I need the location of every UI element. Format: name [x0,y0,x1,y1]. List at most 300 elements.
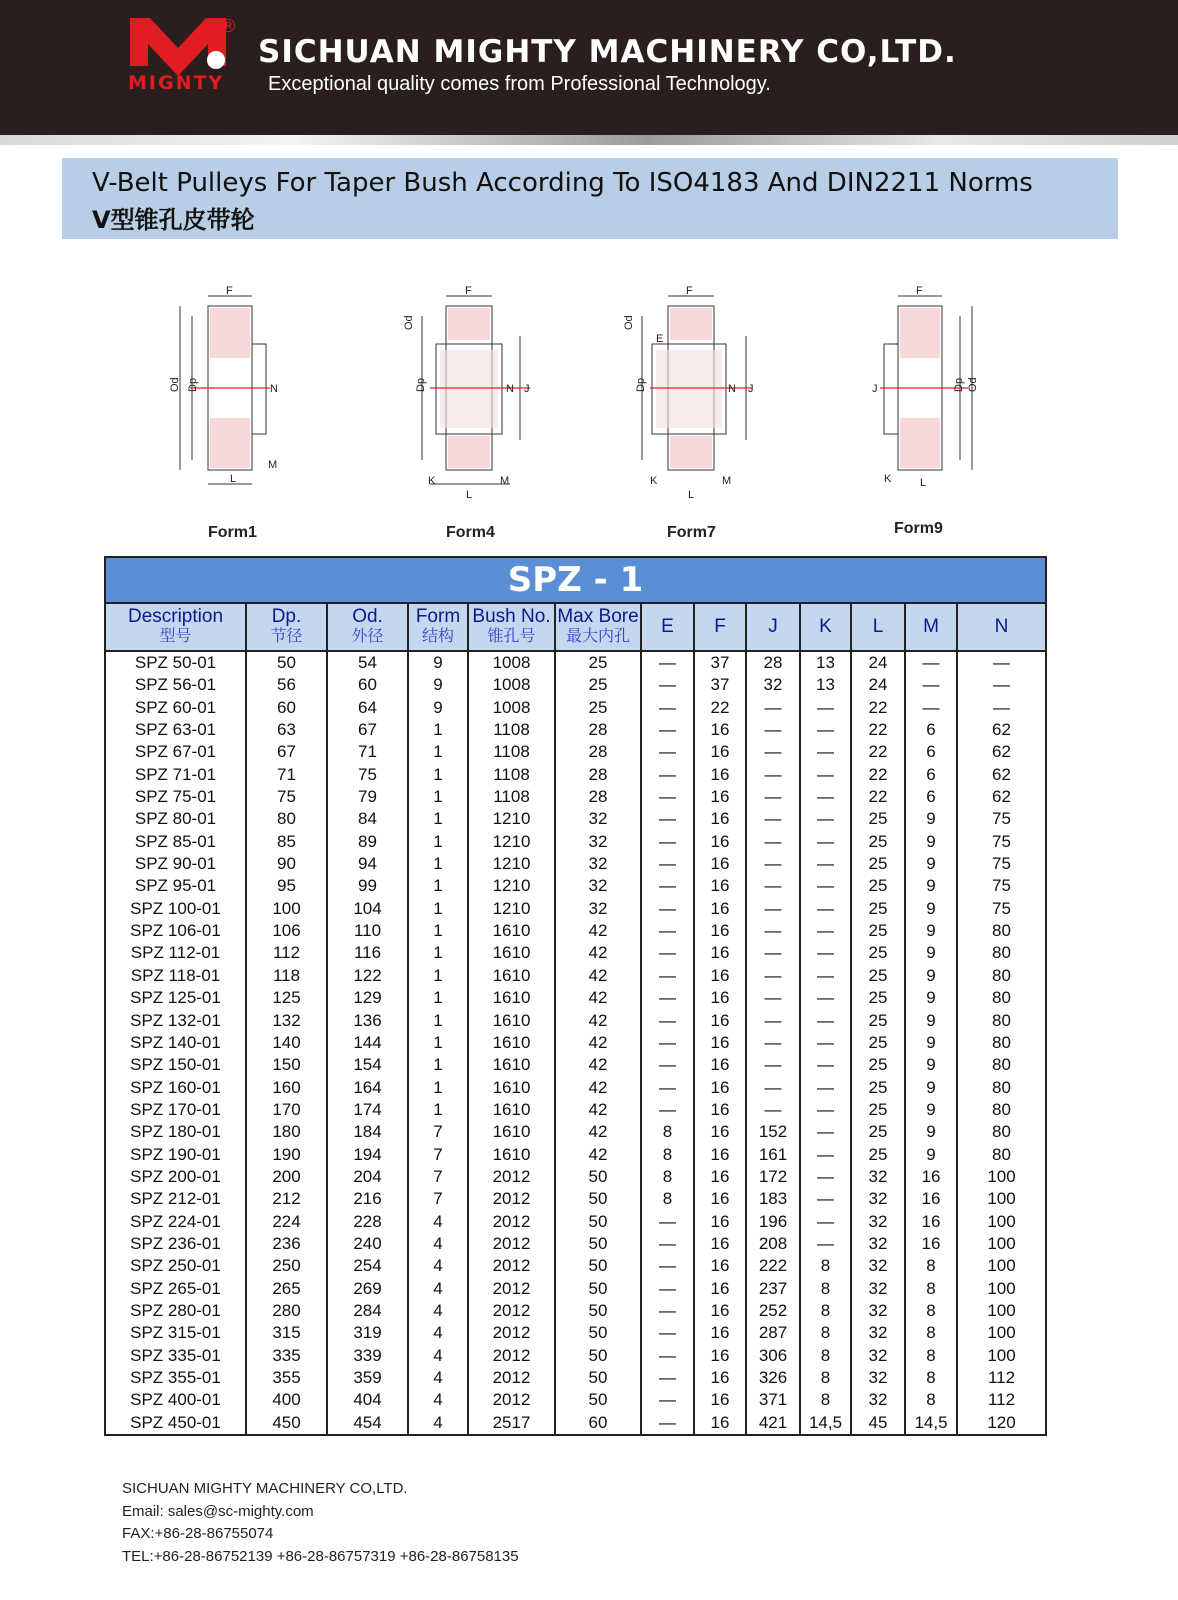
svg-text:N: N [506,383,514,395]
table-row [105,920,1046,942]
table-cell: 254 [327,1255,408,1277]
table-row [105,1211,1046,1233]
table-cell: — [746,741,800,763]
table-cell: SPZ 150-01 [105,1054,246,1076]
table-cell: — [641,1010,694,1032]
table-cell: 1610 [468,965,555,987]
table-cell: 400 [246,1389,327,1411]
table-cell: SPZ 60-01 [105,697,246,719]
table-cell: 9 [905,853,957,875]
table-cell: SPZ 170-01 [105,1099,246,1121]
table-cell: — [641,1345,694,1367]
table-cell: — [746,808,800,830]
table-cell: 50 [246,651,327,674]
table-cell: 1610 [468,1054,555,1076]
table-cell: 16 [694,831,746,853]
table-cell: SPZ 335-01 [105,1345,246,1367]
table-cell: 16 [694,1166,746,1188]
table-cell: — [800,965,851,987]
table-cell: 28 [746,651,800,674]
table-cell: 32 [851,1300,905,1322]
table-cell: 319 [327,1322,408,1344]
table-cell: — [746,1010,800,1032]
table-cell: 25 [851,875,905,897]
table-cell: 32 [851,1278,905,1300]
table-cell: 1 [408,987,468,1009]
table-cell: 190 [246,1144,327,1166]
table-cell: — [800,1054,851,1076]
table-cell: — [800,920,851,942]
column-header [105,603,246,651]
table-cell: 42 [555,1077,641,1099]
table-cell: 25 [555,651,641,674]
table-cell: 80 [957,1121,1046,1143]
table-cell: — [800,853,851,875]
table-cell: 84 [327,808,408,830]
table-cell: 1 [408,1010,468,1032]
table-cell: 112 [957,1389,1046,1411]
header-divider [0,135,1178,145]
table-cell: 8 [905,1300,957,1322]
table-cell: 14,5 [905,1412,957,1435]
table-row [105,1255,1046,1277]
table-cell: 45 [851,1412,905,1435]
svg-text:F: F [916,285,923,297]
table-cell: 42 [555,1032,641,1054]
table-row [105,1300,1046,1322]
table-cell: 120 [957,1412,1046,1435]
table-cell: 454 [327,1412,408,1435]
table-cell: — [800,1188,851,1210]
table-cell: — [905,651,957,674]
svg-text:Od: Od [403,315,415,330]
table-cell: — [746,1077,800,1099]
table-cell: 180 [246,1121,327,1143]
table-cell: — [800,1099,851,1121]
table-cell: — [800,1166,851,1188]
table-cell: 32 [851,1255,905,1277]
table-cell: 359 [327,1367,408,1389]
table-cell: — [641,942,694,964]
table-cell: — [641,853,694,875]
svg-text:M: M [268,459,278,471]
column-header: L [851,603,905,651]
table-row [105,786,1046,808]
column-header-label-chinese: 节径 [270,628,303,645]
spec-table [104,556,1047,1436]
table-row [105,1188,1046,1210]
table-cell: 16 [694,741,746,763]
table-cell: 2012 [468,1278,555,1300]
table-cell: — [641,1054,694,1076]
page-title-chinese: V型锥孔皮带轮 [92,206,255,234]
table-cell: — [800,786,851,808]
table-cell: — [800,1233,851,1255]
table-cell: 1 [408,719,468,741]
table-cell: 75 [327,764,408,786]
table-cell: SPZ 132-01 [105,1010,246,1032]
column-header-label: Description [127,606,224,627]
table-row [105,1322,1046,1344]
table-cell: 100 [957,1166,1046,1188]
table-cell: 25 [851,1010,905,1032]
table-cell: 25 [851,808,905,830]
table-cell: 116 [327,942,408,964]
table-cell: 208 [746,1233,800,1255]
table-cell: 1610 [468,1099,555,1121]
table-cell: 22 [851,719,905,741]
table-cell: 42 [555,965,641,987]
table-cell: 224 [246,1211,327,1233]
table-cell: 4 [408,1412,468,1435]
table-cell: — [800,741,851,763]
table-cell: 25 [851,920,905,942]
table-cell: 25 [851,1077,905,1099]
table-row [105,1367,1046,1389]
table-cell: 306 [746,1345,800,1367]
table-cell: 16 [694,1300,746,1322]
table-cell: SPZ 250-01 [105,1255,246,1277]
table-cell: 32 [555,831,641,853]
table-cell: SPZ 75-01 [105,786,246,808]
svg-text:L: L [466,489,473,501]
table-row [105,1166,1046,1188]
table-cell: 1108 [468,764,555,786]
form9-diagram [860,285,990,489]
table-cell: 16 [905,1233,957,1255]
table-cell: 28 [555,764,641,786]
table-cell: SPZ 200-01 [105,1166,246,1188]
footer-contact [122,1478,519,1568]
table-cell: — [641,1412,694,1435]
column-header-label-chinese: 外径 [351,628,384,645]
table-cell: 42 [555,987,641,1009]
table-row [105,831,1046,853]
table-cell: — [641,1322,694,1344]
table-cell: — [641,1367,694,1389]
table-cell: — [746,1099,800,1121]
table-cell: 25 [851,898,905,920]
column-header-label-chinese: 最大内孔 [565,628,630,645]
table-cell: — [800,898,851,920]
table-cell: 25 [851,1144,905,1166]
table-row [105,1099,1046,1121]
table-cell: SPZ 80-01 [105,808,246,830]
table-cell: 75 [957,831,1046,853]
table-cell: 13 [800,674,851,696]
table-cell: 8 [800,1389,851,1411]
table-cell: 9 [905,808,957,830]
table-cell: 50 [555,1345,641,1367]
table-cell: 100 [957,1255,1046,1277]
table-row [105,741,1046,763]
svg-text:Od: Od [623,315,635,330]
table-cell: 50 [555,1278,641,1300]
table-cell: 9 [905,965,957,987]
svg-text:Dp: Dp [415,377,427,392]
table-cell: 24 [851,651,905,674]
table-cell: 421 [746,1412,800,1435]
table-cell: — [800,719,851,741]
table-cell: 16 [694,1233,746,1255]
table-cell: — [746,764,800,786]
table-cell: 9 [905,1032,957,1054]
table-cell: SPZ 95-01 [105,875,246,897]
table-cell: 80 [957,942,1046,964]
table-cell: 37 [694,674,746,696]
table-cell: 42 [555,1144,641,1166]
table-cell: 125 [246,987,327,1009]
table-cell: SPZ 190-01 [105,1144,246,1166]
table-row [105,1345,1046,1367]
table-cell: 16 [694,1121,746,1143]
column-header [555,603,641,651]
table-cell: 1 [408,764,468,786]
column-header [246,603,327,651]
table-cell: 100 [957,1233,1046,1255]
table-cell: — [641,697,694,719]
table-cell: — [957,651,1046,674]
table-cell: 71 [327,741,408,763]
table-cell: 6 [905,741,957,763]
table-cell: 228 [327,1211,408,1233]
table-cell: SPZ 180-01 [105,1121,246,1143]
table-cell: — [641,651,694,674]
table-cell: 9 [905,831,957,853]
table-cell: — [957,674,1046,696]
table-cell: 1610 [468,1121,555,1143]
table-cell: 371 [746,1389,800,1411]
table-cell: 100 [957,1278,1046,1300]
table-cell: 1210 [468,875,555,897]
table-cell: 132 [246,1010,327,1032]
company-tagline: Exceptional quality comes from Professional Technology. [268,73,771,95]
table-cell: 100 [246,898,327,920]
table-cell: — [641,786,694,808]
table-cell: — [746,1054,800,1076]
svg-text:N: N [270,383,278,395]
table-cell: 32 [851,1188,905,1210]
table-cell: 4 [408,1389,468,1411]
table-cell: 9 [905,1099,957,1121]
table-cell: 7 [408,1188,468,1210]
table-cell: SPZ 67-01 [105,741,246,763]
table-cell: 265 [246,1278,327,1300]
table-cell: 32 [851,1345,905,1367]
table-row [105,853,1046,875]
table-cell: 4 [408,1345,468,1367]
table-row [105,965,1046,987]
table-cell: 2012 [468,1166,555,1188]
table-cell: 8 [641,1188,694,1210]
table-cell: — [746,831,800,853]
table-cell: 75 [246,786,327,808]
svg-text:M: M [722,475,732,487]
table-cell: — [800,764,851,786]
table-cell: 9 [905,1077,957,1099]
table-cell: 7 [408,1121,468,1143]
table-cell: 16 [694,853,746,875]
table-cell: SPZ 71-01 [105,764,246,786]
table-cell: 100 [957,1211,1046,1233]
table-cell: 32 [851,1367,905,1389]
table-cell: 222 [746,1255,800,1277]
table-cell: — [746,786,800,808]
table-cell: 2012 [468,1211,555,1233]
table-cell: — [905,674,957,696]
footer-company: SICHUAN MIGHTY MACHINERY CO,LTD. [122,1480,408,1497]
table-cell: 1 [408,853,468,875]
table-cell: 1210 [468,898,555,920]
table-cell: 16 [694,1367,746,1389]
table-cell: 25 [851,1032,905,1054]
table-cell: — [746,1032,800,1054]
table-cell: 22 [851,697,905,719]
table-row [105,1144,1046,1166]
table-cell: 152 [746,1121,800,1143]
table-cell: 8 [800,1345,851,1367]
table-cell: 144 [327,1032,408,1054]
table-row [105,764,1046,786]
table-cell: 1108 [468,719,555,741]
table-cell: 4 [408,1233,468,1255]
table-cell: 25 [851,987,905,1009]
svg-text:L: L [920,477,927,489]
table-cell: — [641,1077,694,1099]
table-cell: 25 [851,831,905,853]
table-cell: — [800,1144,851,1166]
table-cell: 2012 [468,1367,555,1389]
table-cell: 1108 [468,741,555,763]
svg-text:F: F [686,285,693,297]
table-cell: — [800,942,851,964]
table-cell: SPZ 140-01 [105,1032,246,1054]
table-cell: — [641,875,694,897]
table-cell: 8 [641,1166,694,1188]
table-cell: 9 [905,920,957,942]
table-cell: 62 [957,786,1046,808]
table-cell: 16 [694,1412,746,1435]
table-cell: 42 [555,942,641,964]
table-cell: 16 [694,987,746,1009]
table-cell: 106 [246,920,327,942]
table-cell: 1008 [468,697,555,719]
table-cell: — [641,1278,694,1300]
table-cell: — [641,1300,694,1322]
table-cell: 50 [555,1233,641,1255]
table-cell: 2517 [468,1412,555,1435]
table-cell: 79 [327,786,408,808]
table-cell: SPZ 212-01 [105,1188,246,1210]
table-cell: 112 [957,1367,1046,1389]
table-cell: 200 [246,1166,327,1188]
table-cell: — [957,697,1046,719]
table-row [105,942,1046,964]
table-cell: SPZ 265-01 [105,1278,246,1300]
column-header: J [746,603,800,651]
table-cell: 25 [555,674,641,696]
table-cell: 16 [694,875,746,897]
table-cell: — [641,764,694,786]
table-cell: 104 [327,898,408,920]
table-cell: 2012 [468,1389,555,1411]
table-cell: 16 [905,1188,957,1210]
table-cell: — [800,1211,851,1233]
table-cell: SPZ 118-01 [105,965,246,987]
table-cell: 42 [555,1054,641,1076]
table-row [105,1278,1046,1300]
table-cell: 60 [555,1412,641,1435]
table-cell: 212 [246,1188,327,1210]
table-cell: — [746,920,800,942]
table-cell: 237 [746,1278,800,1300]
table-cell: SPZ 112-01 [105,942,246,964]
table-cell: — [746,719,800,741]
table-cell: 14,5 [800,1412,851,1435]
table-row [105,674,1046,696]
table-cell: 25 [851,1121,905,1143]
table-cell: 25 [851,853,905,875]
footer-email: Email: sales@sc-mighty.com [122,1502,314,1520]
table-cell: SPZ 90-01 [105,853,246,875]
table-cell: SPZ 400-01 [105,1389,246,1411]
table-cell: 80 [957,1032,1046,1054]
table-cell: — [800,875,851,897]
table-cell: 24 [851,674,905,696]
table-cell: 1 [408,1099,468,1121]
table-cell: 100 [957,1345,1046,1367]
table-cell: 16 [694,1188,746,1210]
table-row [105,1233,1046,1255]
table-cell: 94 [327,853,408,875]
table-cell: SPZ 63-01 [105,719,246,741]
table-cell: — [746,942,800,964]
table-row [105,1054,1046,1076]
table-cell: 22 [851,764,905,786]
table-cell: 100 [957,1188,1046,1210]
table-cell: 1 [408,831,468,853]
table-cell: 16 [694,898,746,920]
table-row [105,1121,1046,1143]
table-cell: 25 [851,965,905,987]
column-header-label-chinese: 型号 [159,628,192,645]
table-cell: 140 [246,1032,327,1054]
table-cell: — [746,987,800,1009]
table-cell: 80 [957,1144,1046,1166]
svg-text:M: M [500,475,510,487]
table-cell: 136 [327,1010,408,1032]
column-header: M [905,603,957,651]
svg-text:Dp: Dp [187,377,199,392]
table-row [105,875,1046,897]
table-cell: 8 [800,1367,851,1389]
column-header-label: Form [415,606,461,627]
table-cell: 64 [327,697,408,719]
table-cell: 28 [555,719,641,741]
table-cell: 8 [905,1389,957,1411]
table-cell: — [800,987,851,1009]
table-cell: 8 [905,1255,957,1277]
table-cell: 42 [555,920,641,942]
column-header: F [694,603,746,651]
table-cell: 339 [327,1345,408,1367]
table-cell: 67 [246,741,327,763]
table-cell: 1 [408,1054,468,1076]
table-cell: 280 [246,1300,327,1322]
svg-text:Dp: Dp [635,377,647,392]
table-cell: 8 [905,1367,957,1389]
table-cell: — [641,1099,694,1121]
